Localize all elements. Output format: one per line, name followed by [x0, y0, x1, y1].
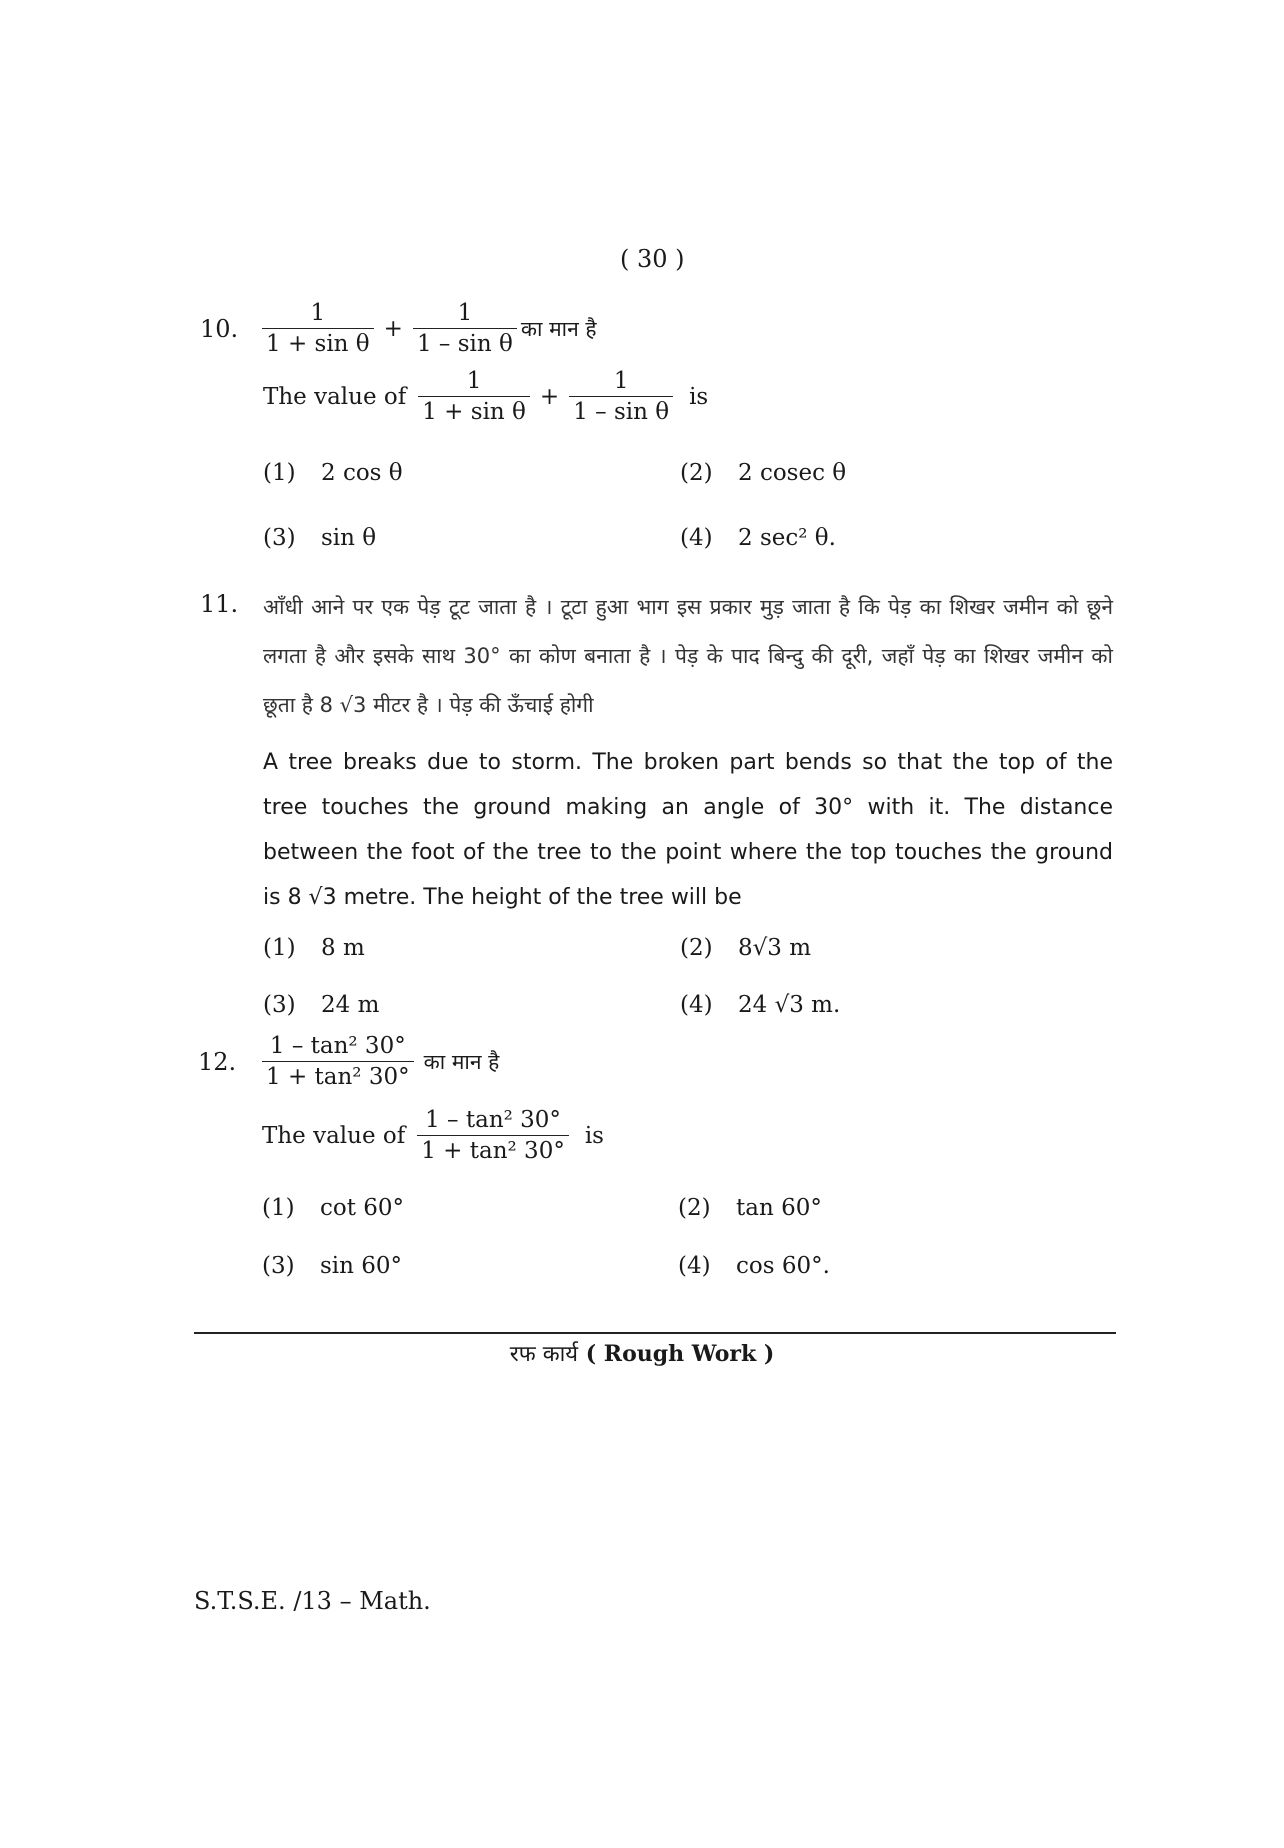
option-label: (3): [263, 992, 296, 1018]
q12-numerator: 1 – tan² 30°: [269, 1033, 406, 1059]
q12-hindi-line: [258, 1033, 499, 1091]
q10-plus: +: [383, 315, 403, 342]
q10-frac2-denominator: 1 – sin θ: [413, 328, 517, 357]
q10-en-frac2-numerator: 1: [613, 368, 629, 394]
q12-option-2[interactable]: [678, 1195, 822, 1221]
page-number: ( 30 ): [620, 245, 685, 273]
q10-english-prefix: The value of: [263, 383, 407, 410]
q12-hindi-suffix: का मान है: [423, 1049, 500, 1074]
q12-fraction-en: [417, 1107, 569, 1165]
q10-option-1[interactable]: [263, 460, 403, 486]
footer-code: S.T.S.E. /13 – Math.: [194, 1587, 431, 1615]
option-label: (3): [262, 1253, 295, 1279]
option-text: 8√3 m: [738, 935, 812, 961]
q12-number: 12.: [198, 1048, 237, 1076]
q10-option-3[interactable]: [263, 525, 376, 551]
q10-number: 10.: [200, 315, 239, 343]
q12-english-line: [262, 1107, 604, 1165]
q10-en-frac1-numerator: 1: [466, 368, 482, 394]
q10-frac2-numerator: 1: [457, 300, 473, 326]
q10-fraction-1: [262, 300, 374, 358]
q12-option-1[interactable]: [262, 1195, 404, 1221]
q10-en-frac1-denominator: 1 + sin θ: [418, 396, 530, 425]
rough-work-english: ( Rough Work ): [585, 1341, 775, 1367]
q10-option-2[interactable]: [680, 460, 846, 486]
option-label: (1): [263, 935, 296, 961]
q10-fraction-1-en: [418, 368, 530, 426]
q10-frac1-numerator: 1: [310, 300, 326, 326]
q12-fraction: [262, 1033, 414, 1091]
option-label: (2): [680, 460, 713, 486]
q10-fraction-2: [413, 300, 517, 358]
q10-english-line: [263, 368, 708, 426]
option-label: (4): [680, 992, 713, 1018]
q12-english-prefix: The value of: [262, 1122, 406, 1149]
option-label: (1): [263, 460, 296, 486]
q10-frac1-denominator: 1 + sin θ: [262, 328, 374, 357]
rough-work-heading: [0, 1338, 1284, 1368]
q11-option-3[interactable]: [263, 992, 379, 1018]
q11-option-2[interactable]: [680, 935, 811, 961]
q11-hindi-text: आँधी आने पर एक पेड़ टूट जाता है । टूटा हुआ भाग इस प्रकार मुड़ जाता है कि पेड़ का शिखर जमीन को छूने लगता है और इसके साथ 30° का कोण बनाता है । पेड़ के पाद बिन्दु की दूरी, जहाँ पेड़ का शिखर जमीन को छूता है 8 √3 मीटर है । पेड़ की ऊँचाई होगी: [263, 595, 1113, 717]
q10-option-4[interactable]: [680, 525, 836, 551]
q10-en-plus: +: [539, 383, 560, 410]
option-text: cot 60°: [320, 1195, 405, 1221]
q12-option-4[interactable]: [678, 1253, 830, 1279]
option-label: (3): [263, 525, 296, 551]
q12-english-suffix: is: [584, 1122, 604, 1149]
option-label: (4): [680, 525, 713, 551]
q12-en-numerator: 1 – tan² 30°: [425, 1107, 561, 1133]
q10-hindi-suffix: का मान है: [520, 316, 597, 341]
option-text: 2 cosec θ: [738, 460, 847, 486]
option-text: tan 60°: [736, 1195, 822, 1221]
q10-hindi-line: [258, 300, 597, 358]
option-text: 8 m: [321, 935, 365, 961]
q10-fraction-2-en: [569, 368, 673, 426]
q11-english-text: A tree breaks due to storm. The broken part bends so that the top of the tree touches the ground making an angle of 30° with it. The distance between the foot of the tree to the point where the top touches the ground is 8 √3 metre. The height of the tree will be: [263, 750, 1113, 910]
option-text: 2 cos θ: [321, 460, 403, 486]
option-label: (2): [678, 1195, 711, 1221]
option-label: (4): [678, 1253, 711, 1279]
q11-number: 11.: [200, 590, 239, 618]
option-text: sin θ: [321, 525, 377, 551]
q10-english-suffix: is: [689, 383, 709, 410]
q12-en-denominator: 1 + tan² 30°: [417, 1135, 569, 1164]
option-label: (1): [262, 1195, 295, 1221]
option-text: cos 60°.: [736, 1253, 830, 1279]
rough-work-hindi: रफ कार्य: [509, 1342, 579, 1367]
q12-denominator: 1 + tan² 30°: [262, 1061, 414, 1090]
option-text: 24 m: [321, 992, 380, 1018]
option-label: (2): [680, 935, 713, 961]
q10-en-frac2-denominator: 1 – sin θ: [569, 396, 673, 425]
option-text: 2 sec² θ.: [738, 525, 836, 551]
q11-option-1[interactable]: [263, 935, 365, 961]
rough-work-divider: [194, 1332, 1116, 1334]
option-text: sin 60°: [320, 1253, 403, 1279]
option-text: 24 √3 m.: [738, 992, 841, 1018]
q12-option-3[interactable]: [262, 1253, 402, 1279]
q11-option-4[interactable]: [680, 992, 840, 1018]
